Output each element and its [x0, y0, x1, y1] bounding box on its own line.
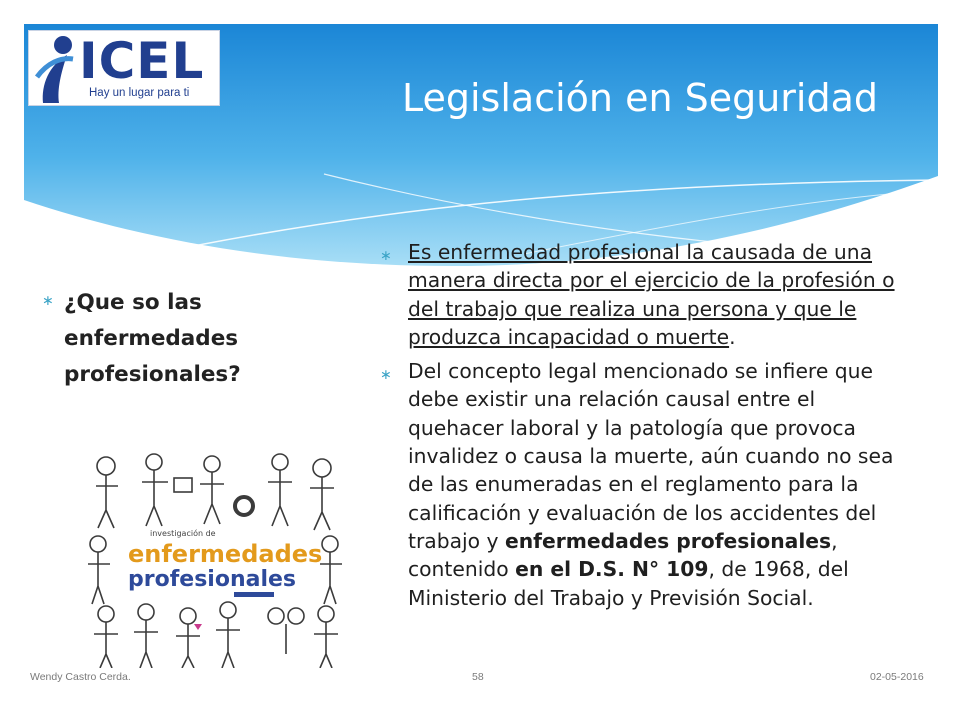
- logo-figure-icon: [33, 33, 79, 105]
- definition-end: .: [729, 324, 736, 349]
- concept-text-3: , de 1968, del Ministerio del Trabajo y Previsión Social.: [408, 557, 849, 610]
- footer-author: Wendy Castro Cerda.: [30, 671, 131, 683]
- logo-tagline: Hay un lugar para ti: [89, 87, 190, 99]
- footer-page-number: 58: [472, 671, 484, 683]
- slide-title: Legislación en Seguridad: [402, 76, 879, 120]
- bullet-legal-concept: [378, 357, 913, 612]
- logo-word: ICEL: [79, 32, 205, 90]
- icel-logo: [28, 30, 220, 106]
- asterisk-bullet-icon: ∗: [380, 248, 392, 264]
- question-text: ¿Que so las enfermedades profesionales?: [64, 290, 241, 387]
- accent-mark: [194, 624, 202, 630]
- concept-bold-diseases: enfermedades profesionales: [504, 528, 832, 553]
- concept-bold-decree: en el D.S. N° 109: [515, 557, 709, 582]
- asterisk-bullet-icon: ∗: [42, 293, 54, 309]
- illustration-small-text: investigación de: [150, 529, 216, 538]
- concept-text-1: Del concepto legal mencionado se infiere que debe existir una relación causal entre el quehacer laboral y la patología que provoca invalidez o causa la muerte, aún cuando no sea de las enumeradas en el reglamento para la calificación y evaluación de los accidentes del trabajo y: [408, 359, 894, 553]
- asterisk-bullet-icon: ∗: [380, 367, 392, 384]
- content-list: [378, 238, 913, 618]
- definition-link[interactable]: Es enfermedad profesional la causada de una manera directa por el ejercicio de la profesión o del trabajo que realiza una persona y que le produzca incapacidad o muerte: [408, 240, 895, 349]
- footer-date: 02-05-2016: [870, 671, 924, 683]
- bullet-definition: [378, 238, 913, 351]
- illustration-line1: enfermedades: [128, 540, 323, 568]
- illustration-line2: profesionales: [128, 567, 297, 592]
- occupational-diseases-illustration: [84, 448, 346, 668]
- concept-text-2: , contenido: [408, 528, 838, 582]
- illustration-underline: [234, 592, 274, 597]
